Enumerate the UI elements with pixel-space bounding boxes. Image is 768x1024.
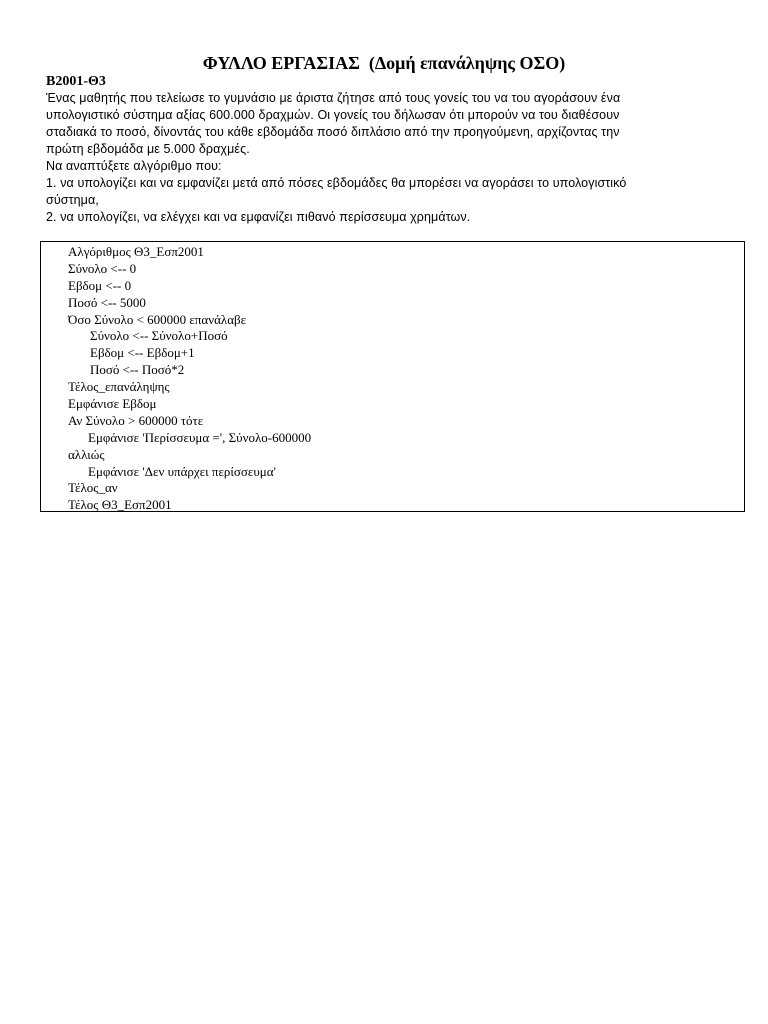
problem-line: 2. να υπολογίζει, να ελέγχει και να εμφανίζει πιθανό περίσσευμα χρημάτων. [46,210,471,224]
algorithm-line: Εβδομ <-- 0 [68,277,132,293]
algorithm-line: Εμφάνισε 'Δεν υπάρχει περίσσευμα' [88,463,276,479]
algorithm-line: Εμφάνισε 'Περίσσευμα =', Σύνολο-600000 [88,429,312,445]
problem-statement [46,90,736,226]
algorithm-line: Εβδομ <-- Εβδομ+1 [90,345,195,361]
problem-line: Ένας μαθητής που τελείωσε το γυμνάσιο με άριστα ζήτησε από τους γονείς του να του αγοράσουν ένα [46,91,621,105]
problem-line: σταδιακά το ποσό, δίνοντάς του κάθε εβδομάδα ποσό διπλάσιο από την προηγούμενη, αρχίζοντας την [46,125,620,139]
algorithm-line: Όσο Σύνολο < 600000 επανάλαβε [68,311,247,327]
algorithm-line: Τέλος Θ3_Εσπ2001 [68,497,172,513]
problem-line: 1. να υπολογίζει και να εμφανίζει μετά από πόσες εβδομάδες θα μπορέσει να αγοράσει το υπολογιστικό [46,176,627,190]
algorithm-line: Σύνολο <-- 0 [68,260,137,276]
exercise-label: Β2001-Θ3 [46,74,106,89]
algorithm-line: Εμφάνισε Εβδομ [68,396,157,412]
problem-line: Να αναπτύξετε αλγόριθμο που: [46,159,222,173]
algorithm-line: Σύνολο <-- Σύνολο+Ποσό [90,328,228,344]
algorithm-line: αλλιώς [68,446,105,462]
algorithm-code [68,244,311,514]
problem-line: σύστημα, [46,193,99,207]
problem-line: υπολογιστικό σύστημα αξίας 600.000 δραχμών. Οι γονείς του δήλωσαν ότι μπορούν να του διαθέσουν [46,108,620,122]
worksheet-title: ΦΥΛΛΟ ΕΡΓΑΣΙΑΣ (Δομή επανάληψης ΟΣΟ) [202,53,566,73]
algorithm-line: Ποσό <-- 5000 [68,294,146,310]
algorithm-line: Αλγόριθμος Θ3_Εσπ2001 [68,244,204,259]
algorithm-line: Αν Σύνολο > 600000 τότε [68,412,204,428]
algorithm-line: Ποσό <-- Ποσό*2 [90,362,185,378]
problem-line: πρώτη εβδομάδα με 5.000 δραχμές. [46,142,250,156]
algorithm-line: Τέλος_αν [68,480,118,496]
algorithm-line: Τέλος_επανάληψης [68,379,170,395]
algorithm-box [40,241,745,512]
